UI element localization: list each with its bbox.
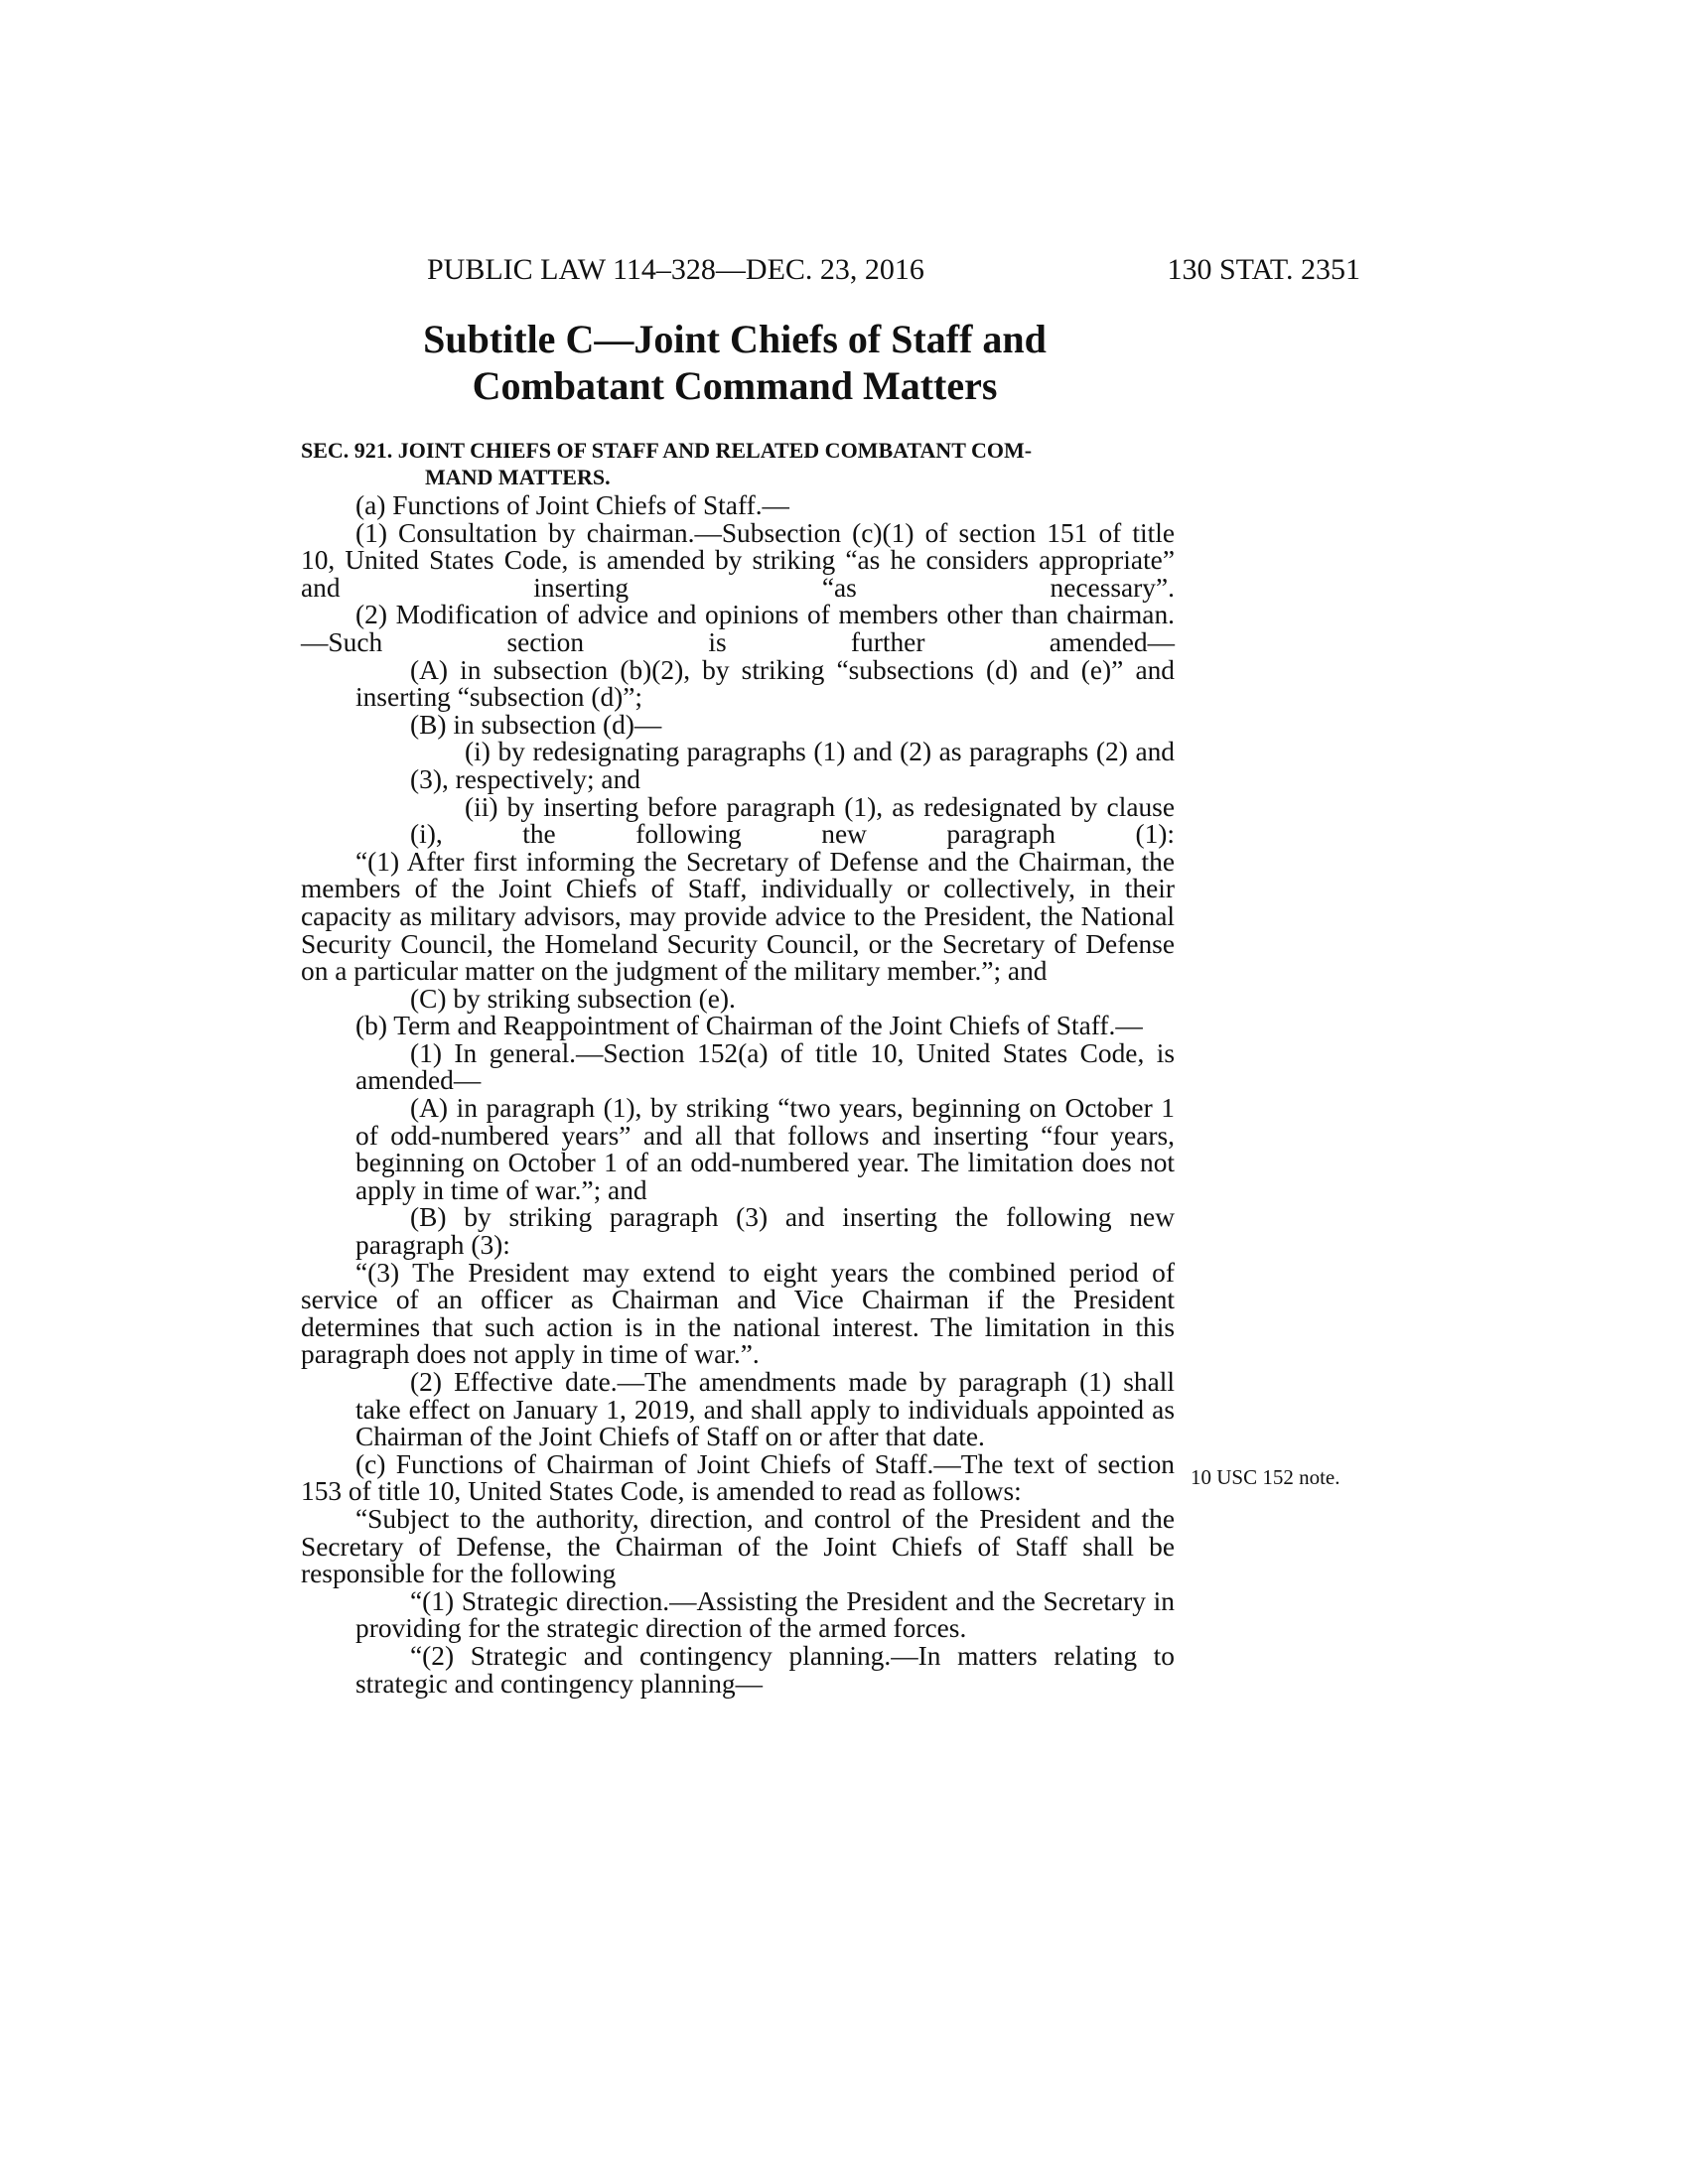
subtitle-heading [298, 316, 1172, 409]
quoted-paragraph-2-strategic-planning: “(2) Strategic and contingency planning.—In matters relating to strategic and contingency planning— [355, 1640, 1175, 1699]
subparagraph-a2-C: (C) by striking subsection (e). [410, 983, 736, 1014]
paragraph-c-heading: (c) Functions of Chairman of Joint Chiefs of Staff.—The text of section 153 of title 10, United States Code, is amended to read as follows: [301, 1448, 1175, 1507]
clause-a2-B-ii: (ii) by inserting before paragraph (1), as redesignated by clause (i), the following new paragraph (1): [410, 791, 1175, 850]
subparagraph-b1-B: (B) by striking paragraph (3) and inserting the following new paragraph (3): [355, 1202, 1175, 1261]
subtitle-line-1: Subtitle C—Joint Chiefs of Staff and [423, 317, 1047, 361]
section-heading-line-1: SEC. 921. JOINT CHIEFS OF STAFF AND RELATED COMBATANT COM- [301, 438, 1033, 463]
margin-note: 10 USC 152 note. [1191, 1465, 1340, 1489]
section-body [301, 492, 1175, 1698]
section-heading [301, 437, 1175, 490]
statutes-page-number: 130 STAT. 2351 [1167, 253, 1360, 286]
running-header [427, 250, 1360, 290]
paragraph-b2: (2) Effective date.—The amendments made by paragraph (1) shall take effect on January 1, 2019, and shall apply to individuals appointed as Chairman of the Joint Chiefs of Staff on or after that date. [355, 1367, 1175, 1452]
subtitle-line-2: Combatant Command Matters [472, 363, 998, 408]
subparagraph-a2-A: (A) in subsection (b)(2), by striking “subsections (d) and (e)” and inserting “subsection (d)”; [355, 654, 1175, 713]
quoted-section-153-intro: “Subject to the authority, direction, and control of the President and the Secretary of Defense, the Chairman of the Joint Chiefs of Staff shall be responsible for the following [301, 1503, 1175, 1589]
public-law-citation: PUBLIC LAW 114–328—DEC. 23, 2016 [427, 253, 924, 286]
section-heading-line-2: MAND MATTERS. [425, 465, 611, 489]
paragraph-b-heading: (b) Term and Reappointment of Chairman of the Joint Chiefs of Staff.— [355, 1011, 1143, 1041]
paragraph-a2: (2) Modification of advice and opinions of members other than chairman.—Such section is further amended— [301, 600, 1175, 657]
clause-a2-B-i: (i) by redesignating paragraphs (1) and (2) as paragraphs (2) and (3), respectively; and [410, 737, 1175, 794]
quoted-new-paragraph-3: “(3) The President may extend to eight years the combined period of service of an officer as Chairman and Vice Chairman if the President determines that such action is in the national interest. The limitation in this paragraph does not apply in time of war.”. [301, 1257, 1175, 1370]
quoted-paragraph-1-strategic-direction: “(1) Strategic direction.—Assisting the President and the Secretary in providing for the strategic direction of the armed forces. [355, 1585, 1175, 1644]
subparagraph-a2-B: (B) in subsection (d)— [410, 709, 662, 740]
quoted-new-paragraph-1: “(1) After first informing the Secretary of Defense and the Chairman, the members of the Joint Chiefs of Staff, individually or collectively, in their capacity as military advisors, may provide advice to the President, the National Security Council, the Homeland Security Council, or the Secretary of Defense on a particular matter on the judgment of the military member.”; and [301, 846, 1175, 987]
paragraph-b1: (1) In general.—Section 152(a) of title 10, United States Code, is amended— [355, 1037, 1175, 1096]
subparagraph-b1-A: (A) in paragraph (1), by striking “two years, beginning on October 1 of odd-numbered years” and all that follows and inserting “four years, beginning on October 1 of an odd-numbered year. The limitation does not apply in time of war.”; and [355, 1093, 1175, 1205]
paragraph-a1: (1) Consultation by chairman.—Subsection (c)(1) of section 151 of title 10, United States Code, is amended by striking “as he considers appropriate” and inserting “as necessary”. [301, 517, 1175, 603]
paragraph-a-heading: (a) Functions of Joint Chiefs of Staff.— [355, 490, 789, 520]
